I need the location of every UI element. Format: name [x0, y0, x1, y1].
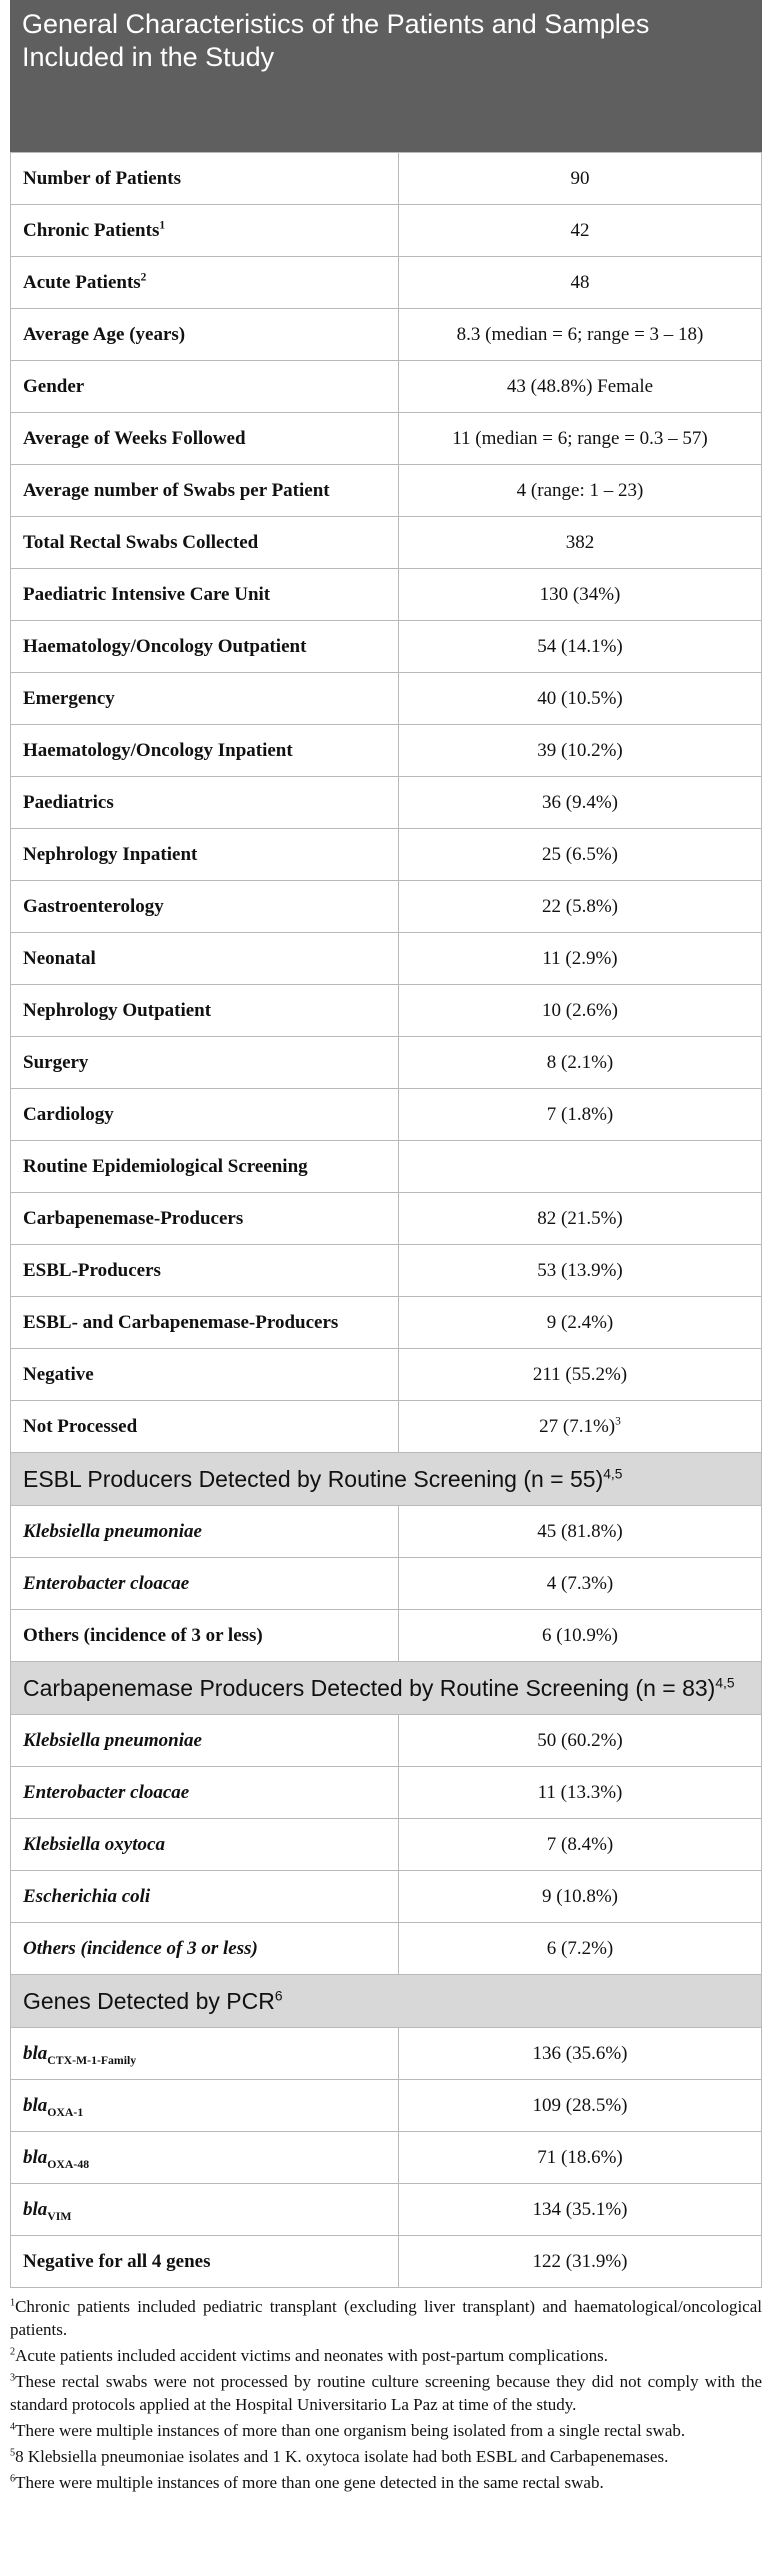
row-value-text: 11 (median = 6; range = 0.3 – 57)	[452, 427, 708, 449]
table-row	[11, 569, 762, 621]
gene-label	[11, 2080, 399, 2132]
table-row-gene	[11, 2080, 762, 2132]
row-label	[11, 621, 399, 673]
row-label-text: Surgery	[23, 1051, 89, 1073]
row-label	[11, 1401, 399, 1453]
row-value-text: 6 (7.2%)	[546, 1937, 614, 1959]
row-label-text: Nephrology Outpatient	[23, 999, 212, 1021]
row-value: 109 (28.5%)	[399, 2080, 762, 2132]
table-row	[11, 933, 762, 985]
row-value-text: 39 (10.2%)	[537, 739, 623, 761]
row-label-text: Cardiology	[23, 1103, 114, 1125]
table-row	[11, 881, 762, 933]
gene-subscript: VIM	[47, 2209, 72, 2223]
row-value	[399, 1558, 762, 1610]
table-row	[11, 1297, 762, 1349]
row-value-text: 9 (10.8%)	[542, 1885, 618, 1907]
row-value	[399, 1767, 762, 1819]
table-row	[11, 413, 762, 465]
row-value-text: 8.3 (median = 6; range = 3 – 18)	[456, 323, 704, 345]
row-value-text: 11 (2.9%)	[542, 947, 618, 969]
row-value-text: 36 (9.4%)	[542, 791, 618, 813]
row-label	[11, 1923, 399, 1975]
table-row	[11, 1141, 762, 1193]
table-row	[11, 465, 762, 517]
row-label-text: Klebsiella oxytoca	[23, 1833, 165, 1855]
table-row	[11, 1923, 762, 1975]
footnote	[10, 2445, 762, 2468]
row-label-text: Paediatrics	[23, 791, 114, 813]
table-row	[11, 153, 762, 205]
row-label-text: Klebsiella pneumoniae	[23, 1520, 202, 1542]
row-label	[11, 673, 399, 725]
row-value	[399, 621, 762, 673]
table-row-gene	[11, 2132, 762, 2184]
row-value	[399, 1193, 762, 1245]
gene-prefix: bla	[23, 2146, 48, 2168]
row-label-text: Acute Patients	[23, 271, 141, 293]
row-value-text: 8 (2.1%)	[546, 1051, 614, 1073]
row-value-text: 10 (2.6%)	[542, 999, 618, 1021]
row-label-text: Klebsiella pneumoniae	[23, 1729, 202, 1751]
row-label	[11, 413, 399, 465]
row-label	[11, 985, 399, 1037]
row-value	[399, 985, 762, 1037]
row-value: 71 (18.6%)	[399, 2132, 762, 2184]
row-label	[11, 1089, 399, 1141]
row-label	[11, 1767, 399, 1819]
row-label-text: Enterobacter cloacae	[23, 1781, 190, 1803]
row-value-text: 90	[570, 167, 590, 189]
table-row	[11, 309, 762, 361]
row-label-text: Negative	[23, 1363, 94, 1385]
footnote	[10, 2419, 762, 2442]
row-label-text: Haematology/Oncology Inpatient	[23, 739, 293, 761]
row-label-text: Escherichia coli	[23, 1885, 151, 1907]
table-row	[11, 1871, 762, 1923]
row-value	[399, 413, 762, 465]
footnote-mark: 5	[10, 2447, 16, 2459]
characteristics-table	[10, 152, 762, 2288]
row-value	[399, 1871, 762, 1923]
footnote-ref: 1	[159, 219, 166, 232]
section-title: Genes Detected by PCR	[23, 1987, 275, 2014]
row-label-text: Number of Patients	[23, 167, 181, 189]
footnote-mark: 4	[10, 2421, 16, 2433]
table-row-gene	[11, 2028, 762, 2080]
footnote-text: There were multiple instances of more than one gene detected in the same rectal swab.	[15, 2473, 604, 2492]
row-value-text: 7 (8.4%)	[546, 1833, 614, 1855]
row-value-text: 40 (10.5%)	[537, 687, 623, 709]
section-title: Carbapenemase Producers Detected by Routine Screening (n = 83)	[23, 1674, 716, 1701]
footnote-mark: 1	[10, 2297, 16, 2309]
gene-label	[11, 2132, 399, 2184]
gene-label	[11, 2028, 399, 2080]
row-value-text: 7 (1.8%)	[546, 1103, 614, 1125]
row-label	[11, 257, 399, 309]
table-row	[11, 725, 762, 777]
row-value	[399, 1923, 762, 1975]
row-label-text: Emergency	[23, 687, 115, 709]
row-label	[11, 777, 399, 829]
row-value	[399, 673, 762, 725]
table-row	[11, 1401, 762, 1453]
table-row	[11, 1245, 762, 1297]
row-label	[11, 1297, 399, 1349]
row-label-text: Average Age (years)	[23, 323, 186, 345]
row-label-text: Haematology/Oncology Outpatient	[23, 635, 307, 657]
row-value-text: 22 (5.8%)	[542, 895, 618, 917]
row-value-text: 211 (55.2%)	[532, 1363, 628, 1385]
row-value-text: 48	[570, 271, 590, 293]
table-row	[11, 1715, 762, 1767]
row-value-text: 27 (7.1%)	[539, 1415, 616, 1437]
section-title: ESBL Producers Detected by Routine Screening (n = 55)	[23, 1465, 604, 1492]
row-value-text: 382	[565, 531, 595, 553]
footnote-text: Chronic patients included pediatric transplant (excluding liver transplant) and haematological/oncological patients.	[10, 2297, 762, 2339]
row-value-text: 82 (21.5%)	[537, 1207, 623, 1229]
row-value-text: 25 (6.5%)	[542, 843, 618, 865]
table-row	[11, 621, 762, 673]
row-value	[399, 465, 762, 517]
row-label-text: Others (incidence of 3 or less)	[23, 1937, 258, 1959]
gene-label	[11, 2184, 399, 2236]
row-label-text: Gender	[23, 375, 85, 397]
row-label	[11, 1349, 399, 1401]
row-label	[11, 1037, 399, 1089]
gene-subscript: CTX-M-1-Family	[47, 2053, 137, 2067]
gene-name	[23, 2146, 90, 2171]
row-label	[11, 1871, 399, 1923]
row-label-text: Gastroenterology	[23, 895, 164, 917]
row-label	[11, 1141, 399, 1193]
table-row	[11, 1558, 762, 1610]
footnotes	[10, 2295, 762, 2494]
table-row	[11, 1349, 762, 1401]
row-value	[399, 1715, 762, 1767]
row-label-text: ESBL-Producers	[23, 1259, 161, 1281]
row-value-text: 53 (13.9%)	[537, 1259, 623, 1281]
table-title: General Characteristics of the Patients and Samples Included in the Study	[10, 0, 762, 152]
row-value: 134 (35.1%)	[399, 2184, 762, 2236]
section-footnote-ref: 4,5	[715, 1674, 735, 1690]
row-label	[11, 1610, 399, 1662]
row-value: 122 (31.9%)	[399, 2236, 762, 2288]
row-label-text: Nephrology Inpatient	[23, 843, 198, 865]
row-label-text: Routine Epidemiological Screening	[23, 1155, 308, 1177]
row-value	[399, 1245, 762, 1297]
row-value	[399, 933, 762, 985]
row-label	[11, 1506, 399, 1558]
row-label	[11, 881, 399, 933]
gene-prefix: bla	[23, 2094, 48, 2116]
footnote-ref: 2	[140, 271, 147, 284]
section-header-genes	[11, 1975, 762, 2028]
gene-prefix: bla	[23, 2198, 48, 2220]
row-value	[399, 205, 762, 257]
row-value-text: 54 (14.1%)	[537, 635, 623, 657]
row-value-text: 4 (range: 1 – 23)	[516, 479, 644, 501]
footnote-text: These rectal swabs were not processed by routine culture screening because they did not comply with the standard protocols applied at the Hospital Universitario La Paz at time of the study.	[10, 2372, 762, 2414]
table-row	[11, 829, 762, 881]
table-row	[11, 1037, 762, 1089]
row-label	[11, 153, 399, 205]
row-label	[11, 1819, 399, 1871]
row-value	[399, 1610, 762, 1662]
gene-name	[23, 2198, 72, 2223]
section-footnote-ref: 6	[274, 1987, 283, 2003]
section-footnote-ref: 4,5	[603, 1465, 623, 1481]
table-row	[11, 1193, 762, 1245]
row-value	[399, 725, 762, 777]
table-row	[11, 361, 762, 413]
row-label	[11, 1715, 399, 1767]
row-value-text: 45 (81.8%)	[537, 1520, 623, 1542]
row-value	[399, 309, 762, 361]
table-row	[11, 985, 762, 1037]
row-value	[399, 1297, 762, 1349]
table-row	[11, 1610, 762, 1662]
footnote	[10, 2295, 762, 2341]
row-value	[399, 517, 762, 569]
table-row-gene	[11, 2184, 762, 2236]
row-value	[399, 153, 762, 205]
footnote-mark: 6	[10, 2473, 16, 2485]
row-label	[11, 1245, 399, 1297]
row-value	[399, 1506, 762, 1558]
row-label-text: Neonatal	[23, 947, 96, 969]
row-value: 136 (35.6%)	[399, 2028, 762, 2080]
row-value	[399, 777, 762, 829]
row-label	[11, 933, 399, 985]
section-header-esbl	[11, 1453, 762, 1506]
row-label: Negative for all 4 genes	[11, 2236, 399, 2288]
row-label	[11, 725, 399, 777]
table-row	[11, 205, 762, 257]
table-row	[11, 1819, 762, 1871]
row-label-text: Not Processed	[23, 1415, 138, 1437]
row-label	[11, 309, 399, 361]
row-label-text: Others (incidence of 3 or less)	[23, 1624, 263, 1646]
row-value-text: 9 (2.4%)	[546, 1311, 614, 1333]
row-value-text: 50 (60.2%)	[537, 1729, 623, 1751]
row-value-text: 6 (10.9%)	[542, 1624, 618, 1646]
table-row	[11, 257, 762, 309]
footnote	[10, 2344, 762, 2367]
table-row	[11, 517, 762, 569]
footnote	[10, 2471, 762, 2494]
row-label-text: Average number of Swabs per Patient	[23, 479, 330, 501]
section-header-carbapenemase	[11, 1662, 762, 1715]
row-label	[11, 829, 399, 881]
row-value	[399, 569, 762, 621]
gene-subscript: OXA-48	[47, 2157, 90, 2171]
table-row	[11, 777, 762, 829]
table-row	[11, 1089, 762, 1141]
row-label-text: Total Rectal Swabs Collected	[23, 531, 259, 553]
row-value	[399, 257, 762, 309]
row-label-text: Paediatric Intensive Care Unit	[23, 583, 271, 605]
footnote-text: 8 Klebsiella pneumoniae isolates and 1 K. oxytoca isolate had both ESBL and Carbapenemases.	[15, 2447, 669, 2466]
row-label-text: Carbapenemase-Producers	[23, 1207, 244, 1229]
gene-prefix: bla	[23, 2042, 48, 2064]
footnote-mark: 3	[10, 2372, 16, 2384]
footnote-ref: 3	[615, 1415, 621, 1428]
row-label-text: Enterobacter cloacae	[23, 1572, 190, 1594]
row-value	[399, 829, 762, 881]
gene-name	[23, 2042, 137, 2067]
row-value-text: 43 (48.8%) Female	[506, 375, 654, 397]
footnote-text: There were multiple instances of more than one organism being isolated from a single rectal swab.	[15, 2421, 686, 2440]
footnote-mark: 2	[10, 2346, 16, 2358]
row-value	[399, 1037, 762, 1089]
row-value	[399, 1401, 762, 1453]
row-label-text: Average of Weeks Followed	[23, 427, 246, 449]
row-label	[11, 1558, 399, 1610]
footnote	[10, 2370, 762, 2416]
row-value-text: 11 (13.3%)	[537, 1781, 623, 1803]
row-label	[11, 517, 399, 569]
table-row-gene-negative	[11, 2236, 762, 2288]
row-label	[11, 465, 399, 517]
row-value	[399, 1141, 762, 1193]
gene-name	[23, 2094, 84, 2119]
table-row	[11, 1767, 762, 1819]
table-row	[11, 673, 762, 725]
row-value-text: 130 (34%)	[539, 583, 621, 605]
row-label	[11, 569, 399, 621]
row-label-text: ESBL- and Carbapenemase-Producers	[23, 1311, 339, 1333]
row-value	[399, 881, 762, 933]
row-label	[11, 205, 399, 257]
row-value	[399, 361, 762, 413]
footnote-text: Acute patients included accident victims and neonates with post-partum complications.	[15, 2346, 609, 2365]
table-row	[11, 1506, 762, 1558]
row-value	[399, 1089, 762, 1141]
row-value	[399, 1819, 762, 1871]
row-value-text: 4 (7.3%)	[546, 1572, 614, 1594]
row-value	[399, 1349, 762, 1401]
gene-subscript: OXA-1	[47, 2105, 84, 2119]
row-label-text: Chronic Patients	[23, 219, 160, 241]
row-label	[11, 361, 399, 413]
row-label	[11, 1193, 399, 1245]
row-value-text: 42	[570, 219, 590, 241]
